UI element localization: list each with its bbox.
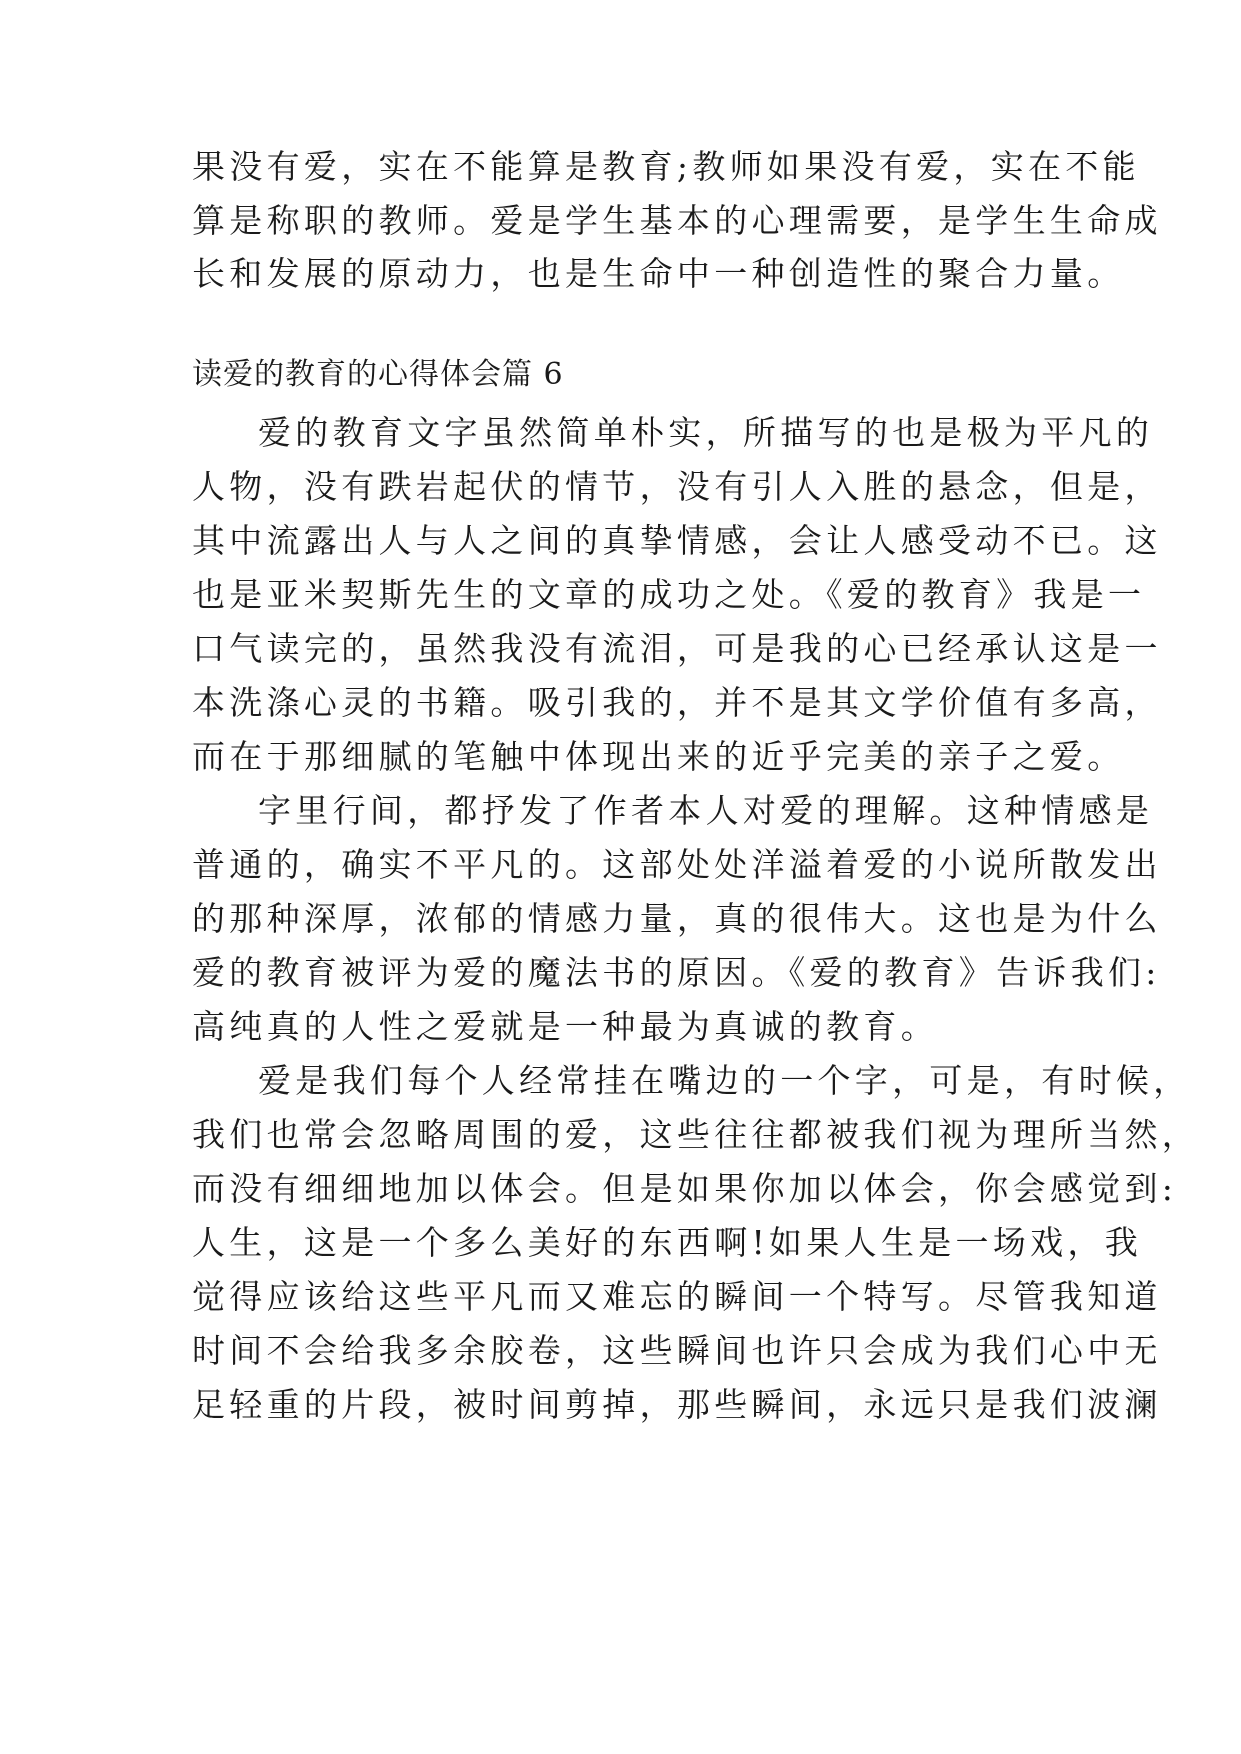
text-line: 算是称职的教师。爱是学生基本的心理需要，是学生生命成	[192, 201, 1162, 240]
text-line: 字里行间，都抒发了作者本人对爱的理解。这种情感是	[258, 791, 1154, 830]
text-line: 爱的教育被评为爱的魔法书的原因。《爱的教育》告诉我们:	[192, 953, 1161, 992]
text-line: 而在于那细腻的笔触中体现出来的近乎完美的亲子之爱。	[192, 737, 1125, 776]
text-line: 我们也常会忽略周围的爱，这些往往都被我们视为理所当然，	[192, 1115, 1200, 1154]
text-line: 的那种深厚，浓郁的情感力量，真的很伟大。这也是为什么	[192, 899, 1162, 938]
text-line: 足轻重的片段，被时间剪掉，那些瞬间，永远只是我们波澜	[192, 1385, 1162, 1424]
text-line: 普通的，确实不平凡的。这部处处洋溢着爱的小说所散发出	[192, 845, 1162, 884]
text-line: 其中流露出人与人之间的真挚情感，会让人感受动不已。这	[192, 521, 1162, 560]
text-line: 果没有爱，实在不能算是教育;教师如果没有爱，实在不能	[192, 147, 1140, 186]
text-line: 而没有细细地加以体会。但是如果你加以体会，你会感觉到:	[192, 1169, 1178, 1208]
text-line: 口气读完的，虽然我没有流泪，可是我的心已经承认这是一	[192, 629, 1162, 668]
text-line: 本洗涤心灵的书籍。吸引我的，并不是其文学价值有多高，	[192, 683, 1162, 722]
text-line: 爱是我们每个人经常挂在嘴边的一个字，可是，有时候，	[258, 1061, 1191, 1100]
text-line: 时间不会给我多余胶卷，这些瞬间也许只会成为我们心中无	[192, 1331, 1162, 1370]
text-line: 人生，这是一个多么美好的东西啊!如果人生是一场戏，我	[192, 1223, 1143, 1262]
text-line: 长和发展的原动力，也是生命中一种创造性的聚合力量。	[192, 254, 1125, 293]
text-line: 高纯真的人性之爱就是一种最为真诚的教育。	[192, 1007, 938, 1046]
text-line: 也是亚米契斯先生的文章的成功之处。《爱的教育》我是一	[192, 575, 1146, 614]
text-line: 人物，没有跌岩起伏的情节，没有引人入胜的悬念，但是，	[192, 467, 1162, 506]
text-line: 爱的教育文字虽然简单朴实，所描写的也是极为平凡的	[258, 413, 1154, 452]
text-line: 觉得应该给这些平凡而又难忘的瞬间一个特写。尽管我知道	[192, 1277, 1162, 1316]
section-heading: 读爱的教育的心得体会篇 6	[192, 357, 564, 392]
